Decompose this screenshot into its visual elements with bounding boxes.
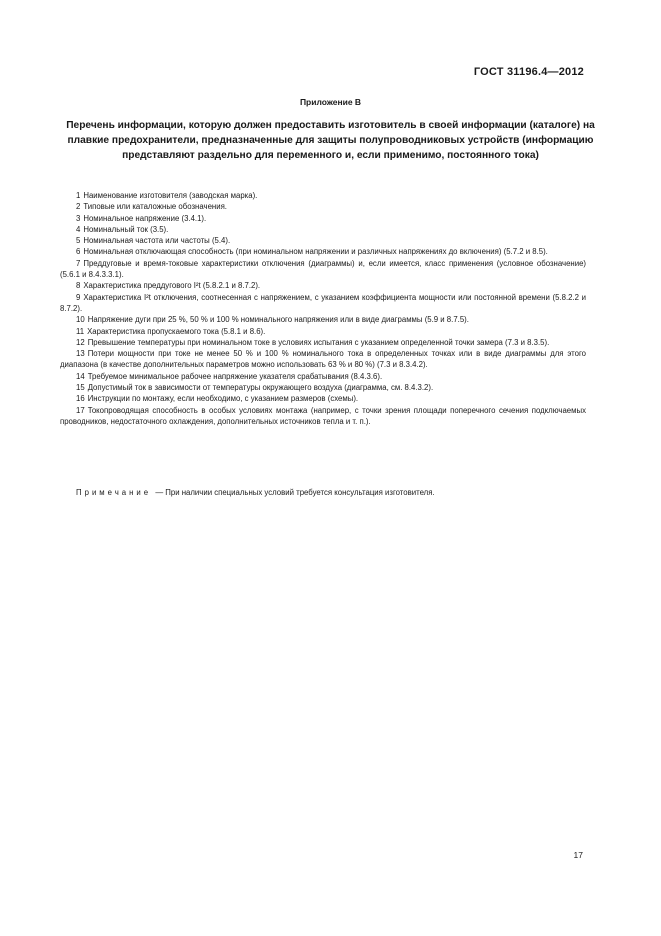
list-item (60, 258, 586, 281)
list-item-number: 17 (76, 405, 85, 415)
list-item (60, 314, 586, 325)
list-item-number: 3 (76, 213, 81, 223)
list-item-text: Наименование изготовителя (заводская марка). (83, 191, 258, 200)
note (60, 487, 586, 498)
list-item-number: 14 (76, 371, 85, 381)
list-item (60, 190, 586, 201)
list-item-number: 10 (76, 315, 85, 325)
list-item (60, 405, 586, 428)
list-item-text: Характеристика I²t отключения, соотнесенная с напряжением, с указанием коэффициента мощности или постоянной времени (5.8.2.2 и 8.7.2). (60, 292, 586, 313)
list-item-number: 9 (76, 292, 81, 302)
list-item (60, 348, 586, 371)
list-item (60, 246, 586, 257)
list-item-number: 1 (76, 191, 81, 200)
list-item (60, 213, 586, 224)
list-item-number: 2 (76, 202, 81, 212)
list-item-text: Характеристика пропускаемого тока (5.8.1 и 8.6). (87, 326, 266, 336)
list-item-number: 8 (76, 281, 81, 291)
list-item-text: Инструкции по монтажу, если необходимо, с указанием размеров (схемы). (87, 394, 359, 404)
list-item-text: Характеристика преддугового I²t (5.8.2.1 и 8.7.2). (83, 281, 261, 291)
list-item-number: 5 (76, 236, 81, 246)
list-item-number: 13 (76, 349, 85, 359)
document-title: Перечень информации, которую должен предоставить изготовитель в своей информации (каталоге) на плавкие предохранители, предназначенные для защиты полупроводниковых устройств (информацию представляют раздельно для переменного и, если применимо, постоянного тока) (66, 120, 595, 161)
list-item-text: Номинальное напряжение (3.4.1). (83, 213, 207, 223)
list-item-text: Токопроводящая способность в особых условиях монтажа (например, с точки зрения площади поперечного сечения подключаемых проводников, недостаточного охлаждения, дополнительных источников тепла и т. п.). (60, 405, 586, 426)
list-item-text: Типовые или каталожные обозначения. (83, 202, 227, 212)
list-item-text: Допустимый ток в зависимости от температуры окружающего воздуха (диаграмма, см. 8.4.3.2). (87, 383, 434, 393)
list-item-number: 4 (76, 224, 81, 234)
list-item-number: 11 (76, 326, 85, 336)
note-label: Примечание (76, 488, 152, 497)
list-item (60, 371, 586, 382)
note-text: — При наличии специальных условий требуется консультация изготовителя. (155, 488, 435, 497)
list-item (60, 382, 586, 393)
list-item-text: Напряжение дуги при 25 %, 50 % и 100 % номинального напряжения или в виде диаграммы (5.9 и 8.7.5). (87, 315, 469, 325)
list-item-text: Потери мощности при токе не менее 50 % и 100 % номинального тока в определенных точках или в виде диаграммы для этого диапазона (в качестве дополнительных параметров можно использовать 63 % и 80 %) (7.3 и 8.3.4.2). (60, 349, 586, 370)
list-item (60, 337, 586, 348)
list-item (60, 393, 586, 404)
list-item-text: Превышение температуры при номинальном токе в условиях испытания с указанием определенной точки замера (7.3 и 8.3.5). (87, 337, 550, 347)
list-item (60, 235, 586, 246)
information-list (60, 190, 586, 427)
list-item-text: Номинальная частота или частоты (5.4). (83, 236, 231, 246)
list-item-number: 15 (76, 383, 85, 393)
list-item (60, 201, 586, 212)
list-item-number: 16 (76, 394, 85, 404)
list-item-number: 7 (76, 258, 81, 268)
list-item (60, 292, 586, 315)
list-item (60, 224, 586, 235)
list-item-text: Преддуговые и время-токовые характеристики отключения (диаграммы) и, если имеется, класс применения (условное обозначение) (5.6.1 и 8.4.3.3.1). (60, 258, 586, 280)
list-item (60, 280, 586, 291)
appendix-label: Приложение В (299, 97, 362, 107)
page-number: 17 (573, 850, 583, 860)
list-item-text: Номинальная отключающая способность (при номинальном напряжении и различных напряжениях до включения) (5.7.2 и 8.5). (83, 247, 548, 257)
list-item-text: Номинальный ток (3.5). (83, 224, 169, 234)
list-item (60, 326, 586, 337)
list-item-number: 6 (76, 247, 81, 257)
list-item-number: 12 (76, 337, 85, 347)
standard-code: ГОСТ 31196.4—2012 (473, 66, 584, 78)
list-item-text: Требуемое минимальное рабочее напряжение указателя срабатывания (8.4.3.6). (87, 371, 383, 381)
